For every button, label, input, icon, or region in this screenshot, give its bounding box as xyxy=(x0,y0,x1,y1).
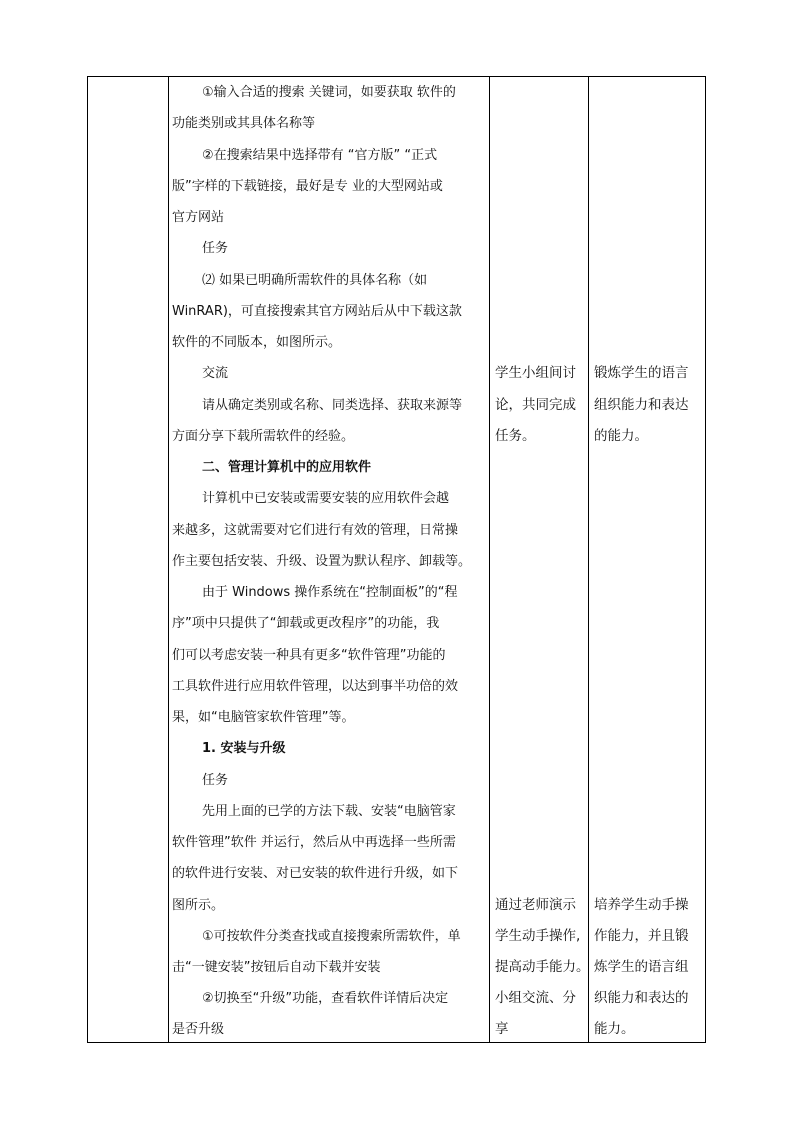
content-line: 序”项中只提供了“卸载或更改程序”的功能，我 xyxy=(172,616,440,631)
column-divider xyxy=(489,77,490,1042)
content-line: 击“一键安装”按钮后自动下载并安装 xyxy=(172,960,381,975)
column-divider xyxy=(588,77,589,1042)
content-line: ②切换至“升级”功能，查看软件详情后决定 xyxy=(202,991,449,1006)
activity-line: 学生动手操作, xyxy=(495,928,581,944)
content-line: 由于 Windows 操作系统在“控制面板”的“程 xyxy=(202,585,458,600)
intent-line: 能力。 xyxy=(594,1021,635,1037)
content-line: ①可按软件分类查找或直接搜索所需软件，单 xyxy=(202,929,461,944)
content-line: 交流 xyxy=(202,366,229,381)
content-line: 们可以考虑安装一种具有更多“软件管理”功能的 xyxy=(172,648,446,663)
content-line: 图所示。 xyxy=(172,898,225,913)
content-line: 先用上面的已学的方法下载、安装“电脑管家 xyxy=(202,804,456,819)
content-line: 请从确定类别或名称、同类选择、获取来源等 xyxy=(202,398,463,413)
content-line: ①输入合适的搜索 关键词，如要获取 软件的 xyxy=(202,85,456,100)
content-line: 的软件进行安装、对已安装的软件进行升级，如下 xyxy=(172,866,459,881)
content-line: 软件管理”软件 并运行，然后从中再选择一些所需 xyxy=(172,835,456,850)
intent-line: 培养学生动手操 xyxy=(594,897,689,913)
activity-line: 提高动手能力。 xyxy=(495,959,590,975)
activity-line: 通过老师演示 xyxy=(495,897,576,913)
intent-line: 组织能力和表达 xyxy=(594,397,689,413)
content-line: 官方网站 xyxy=(172,210,225,225)
content-line: 功能类别或其具体名称等 xyxy=(172,116,316,131)
content-line: 来越多，这就需要对它们进行有效的管理，日常操 xyxy=(172,523,459,538)
content-line: WinRAR)，可直接搜索其官方网站后从中下载这款 xyxy=(172,304,462,319)
intent-line: 织能力和表达的 xyxy=(594,990,689,1006)
content-line: 工具软件进行应用软件管理，以达到事半功倍的效 xyxy=(172,679,459,694)
intent-line: 的能力。 xyxy=(594,428,648,444)
column-divider xyxy=(168,77,169,1042)
content-line: 果，如“电脑管家软件管理”等。 xyxy=(172,710,355,725)
activity-line: 论，共同完成 xyxy=(495,397,576,413)
intent-line: 锻炼学生的语言 xyxy=(594,365,689,381)
intent-line: 作能力，并且锻 xyxy=(594,928,689,944)
content-line: ⑵ 如果已明确所需软件的具体名称（如 xyxy=(202,273,428,288)
activity-line: 学生小组间讨 xyxy=(495,365,576,381)
section-heading: 二、管理计算机中的应用软件 xyxy=(202,460,372,475)
content-line: 计算机中已安装或需要安装的应用软件会越 xyxy=(202,491,450,506)
content-line: 任务 xyxy=(202,241,229,256)
content-line: 方面分享下载所需软件的经验。 xyxy=(172,429,355,444)
activity-line: 小组交流、分 xyxy=(495,990,576,1006)
subsection-heading: 1. 安装与升级 xyxy=(202,741,286,756)
content-line: 作主要包括安装、升级、设置为默认程序、卸载等。 xyxy=(172,554,472,569)
content-line: 任务 xyxy=(202,773,229,788)
content-line: 软件的不同版本，如图所示。 xyxy=(172,335,342,350)
intent-line: 炼学生的语言组 xyxy=(594,959,689,975)
content-line: ②在搜索结果中选择带有 “官方版” “正式 xyxy=(202,148,438,163)
activity-line: 享 xyxy=(495,1021,509,1037)
content-line: 版”字样的下载链接，最好是专 业的大型网站或 xyxy=(172,179,443,194)
content-line: 是否升级 xyxy=(172,1022,225,1037)
activity-line: 任务。 xyxy=(495,428,536,444)
